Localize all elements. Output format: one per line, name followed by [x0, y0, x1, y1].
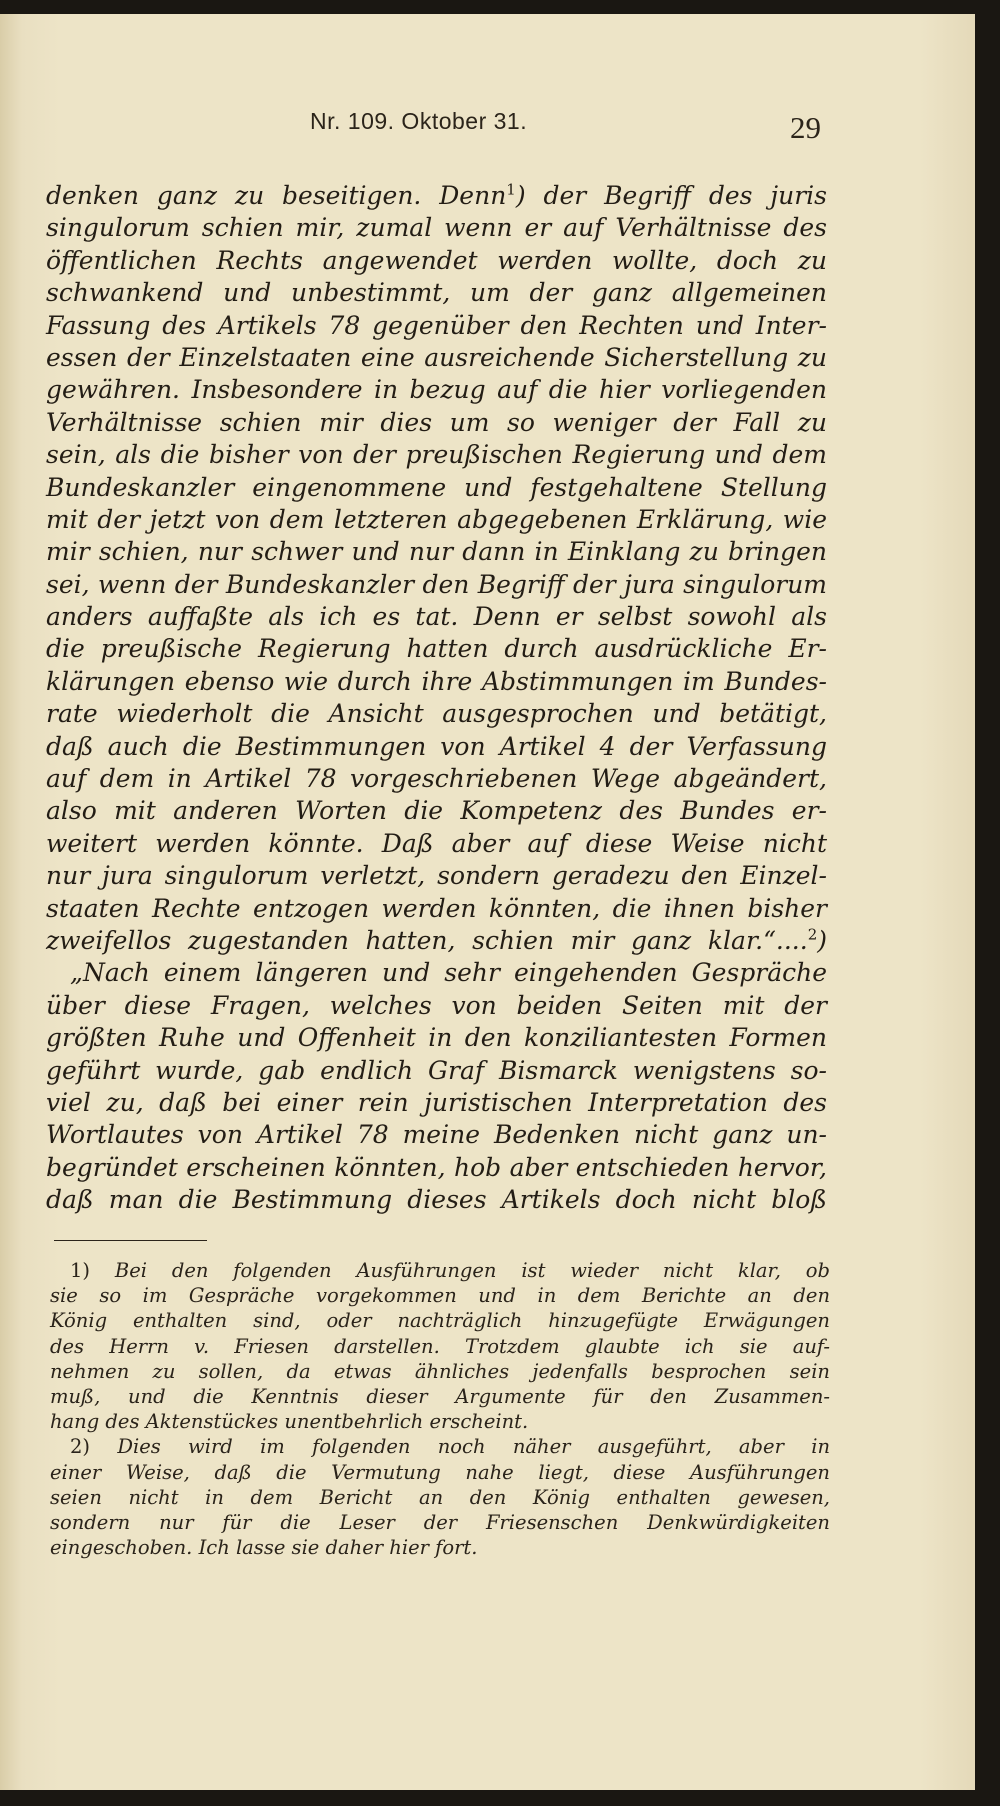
text-line: rate wiederholt die Ansicht ausgesprochen und betätigt, — [46, 699, 827, 729]
book-page — [0, 14, 975, 1790]
text-line: Wortlautes von Artikel 78 meine Bedenken nicht ganz un- — [46, 1120, 827, 1150]
main-text — [46, 180, 827, 1217]
footnote-line: sie so im Gespräche vorgekommen und in dem Berichte an den — [50, 1284, 830, 1308]
text-line: denken ganz zu beseitigen. Denn$^1$) der Begriff des juris — [46, 180, 827, 210]
footnote-ref: 1 — [506, 180, 516, 199]
text-line: also mit anderen Worten die Kompetenz des Bundes er- — [46, 796, 827, 826]
text-line: nur jura singulorum verletzt, sondern geradezu den Einzel- — [46, 861, 827, 891]
footnote-line: 1) Bei den folgenden Ausführungen ist wieder nicht klar, ob — [70, 1259, 831, 1282]
text-line: anders auffaßte als ich es tat. Denn er selbst sowohl als — [46, 602, 827, 632]
page-header — [0, 108, 975, 148]
text-line: singulorum schien mir, zumal wenn er auf Verhältnisse des — [46, 213, 827, 243]
text-line: Bundeskanzler eingenommene und festgehaltene Stellung — [46, 472, 827, 502]
text-line: klärungen ebenso wie durch ihre Abstimmungen im Bundes- — [46, 666, 827, 696]
footnote-line: des Herrn v. Friesen darstellen. Trotzdem glaubte ich sie auf- — [50, 1334, 830, 1358]
text-line: mit der jetzt von dem letzteren abgegebenen Erklärung, wie — [46, 504, 827, 534]
footnote-line: 2) Dies wird im folgenden noch näher ausgeführt, aber in — [70, 1435, 830, 1459]
text-line: die preußische Regierung hatten durch ausdrückliche Er- — [46, 634, 827, 664]
footnote-ref: 2 — [807, 925, 818, 944]
footnote-line: hang des Aktenstückes unentbehrlich erscheint. — [50, 1410, 529, 1434]
text-line: größten Ruhe und Offenheit in den konziliantesten Formen — [46, 1023, 827, 1053]
text-line: öffentlichen Rechts angewendet werden wollte, doch zu — [46, 245, 827, 275]
text-line: sei, wenn der Bundeskanzler den Begriff der jura singulorum — [46, 569, 827, 599]
text-line: gewähren. Insbesondere in bezug auf die hier vorliegenden — [46, 375, 827, 405]
text-line: essen der Einzelstaaten eine ausreichende Sicherstellung zu — [46, 342, 827, 372]
footnote-line: seien nicht in dem Bericht an den König enthalten gewesen, — [50, 1485, 830, 1509]
text-line: staaten Rechte entzogen werden könnten, die ihnen bisher — [46, 893, 827, 923]
text-line: begründet erscheinen könnten, hob aber entschieden hervor, — [46, 1152, 827, 1182]
footnote-line: eingeschoben. Ich lasse sie daher hier fort. — [50, 1536, 478, 1560]
text-line: Verhältnisse schien mir dies um so weniger der Fall zu — [46, 407, 827, 437]
text-line: weitert werden könnte. Daß aber auf diese Weise nicht — [46, 828, 827, 858]
footnote-line: König enthalten sind, oder nachträglich hinzugefügte Erwägungen — [50, 1309, 830, 1333]
text-line: Fassung des Artikels 78 gegenüber den Rechten und Inter- — [46, 310, 827, 340]
text-line: zweifellos zugestanden hatten, schien mir ganz klar.“....$^2$) — [46, 925, 827, 955]
footnotes — [50, 1258, 830, 1560]
text-line: mir schien, nur schwer und nur dann in Einklang zu bringen — [46, 537, 827, 567]
running-head: Nr. 109. Oktober 31. — [310, 108, 528, 134]
footnote-line: muß, und die Kenntnis dieser Argumente für den Zusammen- — [50, 1384, 830, 1408]
footnote-line: sondern nur für die Leser der Friesenschen Denkwürdigkeiten — [50, 1510, 830, 1534]
text-line: über diese Fragen, welches von beiden Seiten mit der — [46, 990, 827, 1020]
text-line: „Nach einem längeren und sehr eingehenden Gespräche — [70, 958, 827, 988]
text-line: auf dem in Artikel 78 vorgeschriebenen Wege abgeändert, — [46, 764, 827, 794]
text-line: viel zu, daß bei einer rein juristischen Interpretation des — [46, 1087, 827, 1117]
text-line: daß auch die Bestimmungen von Artikel 4 der Verfassung — [46, 731, 827, 761]
text-line: daß man die Bestimmung dieses Artikels doch nicht bloß — [46, 1185, 827, 1215]
footnote-line: einer Weise, daß die Vermutung nahe liegt, diese Ausführungen — [50, 1460, 830, 1484]
footnote-line: nehmen zu sollen, da etwas ähnliches jedenfalls besprochen sein — [50, 1359, 830, 1383]
footnote-number: 2) — [70, 1435, 91, 1459]
footnote-separator — [54, 1240, 207, 1241]
text-line: geführt wurde, gab endlich Graf Bismarck wenigstens so- — [46, 1055, 827, 1085]
text-line: schwankend und unbestimmt, um der ganz allgemeinen — [46, 278, 827, 308]
text-line: sein, als die bisher von der preußischen Regierung und dem — [46, 440, 827, 470]
footnote-number: 1) — [70, 1259, 91, 1282]
page-number: 29 — [790, 110, 821, 145]
